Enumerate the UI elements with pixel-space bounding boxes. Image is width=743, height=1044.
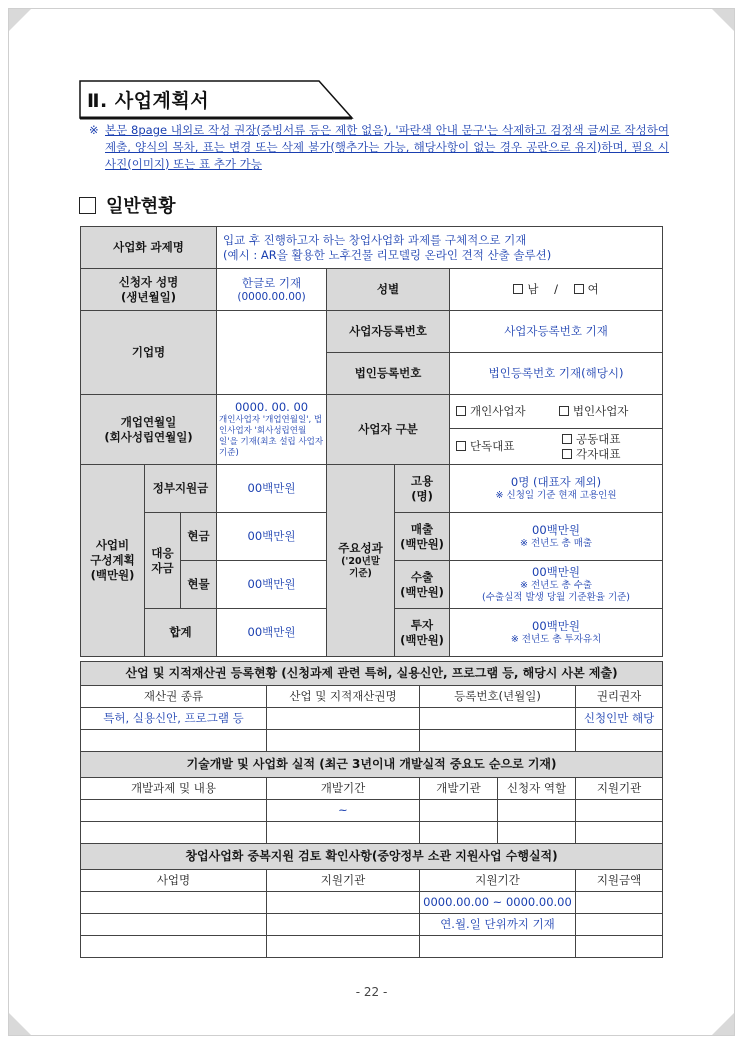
male-label: 남 — [527, 282, 539, 296]
cash-label: 현금 — [181, 513, 217, 561]
founded-label-main: 개업연월일 — [120, 414, 177, 429]
page-corner-fold — [712, 1013, 734, 1035]
individual-label: 개인사업자 — [470, 404, 526, 418]
invest-label-unit: (백만원) — [400, 632, 444, 647]
dup-row-amount[interactable] — [576, 914, 663, 936]
task-name-label: 사업화 과제명 — [81, 227, 217, 269]
gov-support-label: 정부지원금 — [145, 465, 217, 513]
table-row — [81, 800, 663, 822]
table-row — [81, 227, 663, 269]
female-label: 여 — [587, 282, 599, 296]
biztype-label: 사업자 구분 — [327, 395, 450, 465]
dup-col-period: 지원기간 — [420, 870, 576, 892]
rnd-row-org[interactable] — [420, 822, 498, 844]
company-name-cell[interactable] — [217, 311, 327, 395]
applicant-birth-hint: (0000.00.00) — [237, 291, 306, 303]
dup-row-period[interactable] — [420, 936, 576, 958]
history-table — [80, 661, 663, 958]
corpreg-cell[interactable]: 법인등록번호 기재(해당시) — [450, 353, 663, 395]
founded-value: 0000. 00. 00 — [234, 400, 309, 414]
general-status-title — [79, 192, 176, 218]
ip-row-type[interactable] — [81, 730, 267, 752]
employ-label — [395, 465, 450, 513]
invest-value: 00백만원 — [532, 619, 581, 633]
table-row — [81, 822, 663, 844]
instruction-notice — [89, 122, 669, 173]
ip-row-regno[interactable] — [420, 730, 576, 752]
ip-section-title: 산업 및 지적재산권 등록현황 (신청과제 관련 특허, 실용신안, 프로그램 등, 해당시 사본 제출) — [81, 662, 663, 686]
company-name-label: 기업명 — [81, 311, 217, 395]
ip-row-type[interactable]: 특허, 실용신안, 프로그램 등 — [81, 708, 267, 730]
performance-label-sub: ('20년말 — [341, 556, 380, 567]
table-row — [81, 752, 663, 778]
gender-separator: / — [554, 282, 558, 296]
page-corner-fold — [9, 9, 31, 31]
table-row — [81, 730, 663, 752]
table-row — [81, 395, 663, 429]
export-label — [395, 561, 450, 609]
dup-row-period[interactable]: 연.월.일 단위까지 기재 — [420, 914, 576, 936]
sole-checkbox[interactable] — [456, 441, 466, 451]
rnd-row-period[interactable] — [267, 822, 420, 844]
total-value[interactable]: 00백만원 — [217, 609, 327, 657]
rnd-row-task[interactable] — [81, 800, 267, 822]
table-row — [81, 914, 663, 936]
ip-row-holder[interactable] — [576, 730, 663, 752]
export-note: (수출실적 발생 당월 기준환율 기준) — [482, 592, 631, 603]
performance-label-sub: 기준) — [349, 568, 372, 579]
dup-row-project[interactable] — [81, 936, 267, 958]
gender-label: 성별 — [327, 269, 450, 311]
individual-checkbox[interactable] — [456, 406, 466, 416]
export-label-unit: (백만원) — [400, 584, 444, 599]
employ-cell[interactable] — [450, 465, 663, 513]
gender-cell — [450, 269, 663, 311]
inkind-value[interactable]: 00백만원 — [217, 561, 327, 609]
founded-label-sub: (회사성립연월일) — [104, 429, 193, 444]
rnd-row-org[interactable] — [420, 800, 498, 822]
dup-section-title: 창업사업화 중복지원 검토 확인사항(중앙정부 소관 지원사업 수행실적) — [81, 844, 663, 870]
bizreg-label: 사업자등록번호 — [327, 311, 450, 353]
table-row — [81, 870, 663, 892]
inkind-label: 현물 — [181, 561, 217, 609]
self-fund-label-2: 자금 — [151, 560, 174, 575]
applicant-cell[interactable] — [217, 269, 327, 311]
export-value: 00백만원 — [532, 565, 581, 579]
gov-support-value[interactable]: 00백만원 — [217, 465, 327, 513]
table-row — [81, 686, 663, 708]
female-checkbox[interactable] — [574, 284, 584, 294]
rnd-col-task: 개발과제 및 내용 — [81, 778, 267, 800]
employ-value: 0명 (대표자 제외) — [510, 475, 602, 489]
sales-note: ※ 전년도 총 매출 — [519, 538, 593, 549]
ip-col-type: 재산권 종류 — [81, 686, 267, 708]
table-row — [81, 892, 663, 914]
dup-row-project[interactable] — [81, 892, 267, 914]
ip-col-name: 산업 및 지적재산권명 — [267, 686, 420, 708]
export-label-main: 수출 — [410, 569, 434, 584]
dup-col-project: 사업명 — [81, 870, 267, 892]
self-fund-label-1: 대응 — [151, 545, 174, 560]
cash-value[interactable]: 00백만원 — [217, 513, 327, 561]
rnd-col-support: 지원기관 — [576, 778, 663, 800]
rnd-row-period[interactable]: ~ — [267, 800, 420, 822]
table-row — [81, 311, 663, 353]
founded-label — [81, 395, 217, 465]
ip-col-holder: 권리권자 — [576, 686, 663, 708]
rnd-row-support[interactable] — [576, 822, 663, 844]
page-corner-fold — [712, 9, 734, 31]
corporate-label: 법인사업자 — [572, 404, 629, 418]
sales-cell[interactable] — [450, 513, 663, 561]
founded-cell[interactable] — [217, 395, 327, 465]
ip-row-regno[interactable] — [420, 708, 576, 730]
ip-col-regno: 등록번호(년월일) — [420, 686, 576, 708]
table-row — [81, 465, 663, 513]
budget-label-2: 구성계획 — [90, 553, 135, 567]
notice-text: 본문 8page 내외로 작성 권장(증빙서류 등은 제한 없음), '파란색 안내 문구'는 삭제하고 검정색 글씨로 작성하여 제출, 양식의 목차, 표는 변경 또는 삭제 불가(행추가는 가능, 해당사항이 없는 경우 공란으로 유지)하며, 필요 시 사진(이미지) 또는 표 추가 가능 — [105, 123, 669, 171]
rnd-row-role[interactable] — [498, 800, 576, 822]
biztype-row-1 — [450, 395, 663, 429]
corpreg-label: 법인등록번호 — [327, 353, 450, 395]
biztype-row-2 — [450, 429, 663, 465]
invest-label-main: 투자 — [410, 617, 434, 632]
sales-label-unit: (백만원) — [400, 536, 444, 551]
notice-mark: ※ — [89, 123, 99, 137]
performance-label — [327, 465, 395, 657]
rnd-section-title: 기술개발 및 사업화 실적 (최근 3년이내 개발실적 중요도 순으로 기재) — [81, 752, 663, 778]
dup-row-amount[interactable] — [576, 936, 663, 958]
general-status-title-text: 일반현황 — [106, 196, 176, 217]
budget-label — [81, 465, 145, 657]
table-row — [81, 662, 663, 686]
sales-label-main: 매출 — [410, 521, 434, 536]
applicant-hint: 한글로 기재 — [241, 276, 302, 290]
performance-label-main: 주요성과 — [338, 541, 383, 555]
task-name-cell[interactable] — [217, 227, 663, 269]
export-cell[interactable] — [450, 561, 663, 609]
total-label: 합계 — [145, 609, 217, 657]
table-row — [81, 844, 663, 870]
each-checkbox[interactable] — [562, 449, 572, 459]
ip-row-holder[interactable]: 신청인만 해당 — [576, 708, 663, 730]
task-name-hint: 입교 후 진행하고자 하는 창업사업화 과제를 구체적으로 기재 — [223, 232, 527, 247]
corporate-checkbox[interactable] — [559, 406, 569, 416]
dup-row-org[interactable] — [267, 914, 420, 936]
joint-checkbox[interactable] — [562, 434, 572, 444]
page-number: - 22 - — [355, 985, 388, 999]
dup-row-amount[interactable] — [576, 892, 663, 914]
employ-label-unit: (명) — [411, 488, 433, 503]
bizreg-cell[interactable]: 사업자등록번호 기재 — [450, 311, 663, 353]
dup-row-org[interactable] — [267, 892, 420, 914]
export-note: ※ 전년도 총 수출 — [519, 580, 593, 591]
table-row — [81, 269, 663, 311]
dup-col-amount: 지원금액 — [576, 870, 663, 892]
applicant-label-birth: (생년월일) — [121, 289, 176, 304]
dup-row-period[interactable]: 0000.00.00 ~ 0000.00.00 — [420, 892, 576, 914]
dup-row-org[interactable] — [267, 936, 420, 958]
budget-label-1: 사업비 — [95, 538, 130, 552]
section-heading — [79, 80, 354, 120]
sales-label — [395, 513, 450, 561]
rnd-row-role[interactable] — [498, 822, 576, 844]
rnd-col-org: 개발기관 — [420, 778, 498, 800]
rnd-col-period: 개발기간 — [267, 778, 420, 800]
employ-label-main: 고용 — [410, 473, 434, 488]
applicant-label — [81, 269, 217, 311]
founded-hint: 개인사업자 '개업연월일', 법인사업자 '회사성립연월일'을 기재(최초 설립 사업자 기준) — [219, 415, 324, 458]
ip-row-name[interactable] — [267, 708, 420, 730]
ip-row-name[interactable] — [267, 730, 420, 752]
general-status-table — [80, 226, 663, 657]
checkbox-square-icon — [79, 197, 96, 214]
section-heading-text: Ⅱ. 사업계획서 — [87, 90, 210, 112]
applicant-label-name: 신청자 성명 — [118, 274, 179, 289]
page-corner-fold — [9, 1013, 31, 1035]
employ-note: ※ 신청일 기준 현재 고용인원 — [495, 490, 617, 501]
male-checkbox[interactable] — [513, 284, 523, 294]
sales-value: 00백만원 — [532, 523, 581, 537]
invest-cell[interactable] — [450, 609, 663, 657]
table-row — [81, 778, 663, 800]
each-label: 각자대표 — [576, 446, 621, 461]
table-row — [81, 936, 663, 958]
rnd-row-support[interactable] — [576, 800, 663, 822]
invest-note: ※ 전년도 총 투자유치 — [510, 634, 602, 645]
table-row — [81, 708, 663, 730]
joint-label: 공동대표 — [576, 431, 621, 446]
invest-label — [395, 609, 450, 657]
sole-label: 단독대표 — [470, 439, 515, 453]
rnd-row-task[interactable] — [81, 822, 267, 844]
dup-row-project[interactable] — [81, 914, 267, 936]
task-name-example: (예시 : AR을 활용한 노후건물 리모델링 온라인 견적 산출 솔루션) — [223, 247, 552, 262]
dup-col-org: 지원기관 — [267, 870, 420, 892]
budget-label-unit: (백만원) — [90, 568, 135, 582]
self-fund-label — [145, 513, 181, 609]
rnd-col-role: 신청자 역할 — [498, 778, 576, 800]
